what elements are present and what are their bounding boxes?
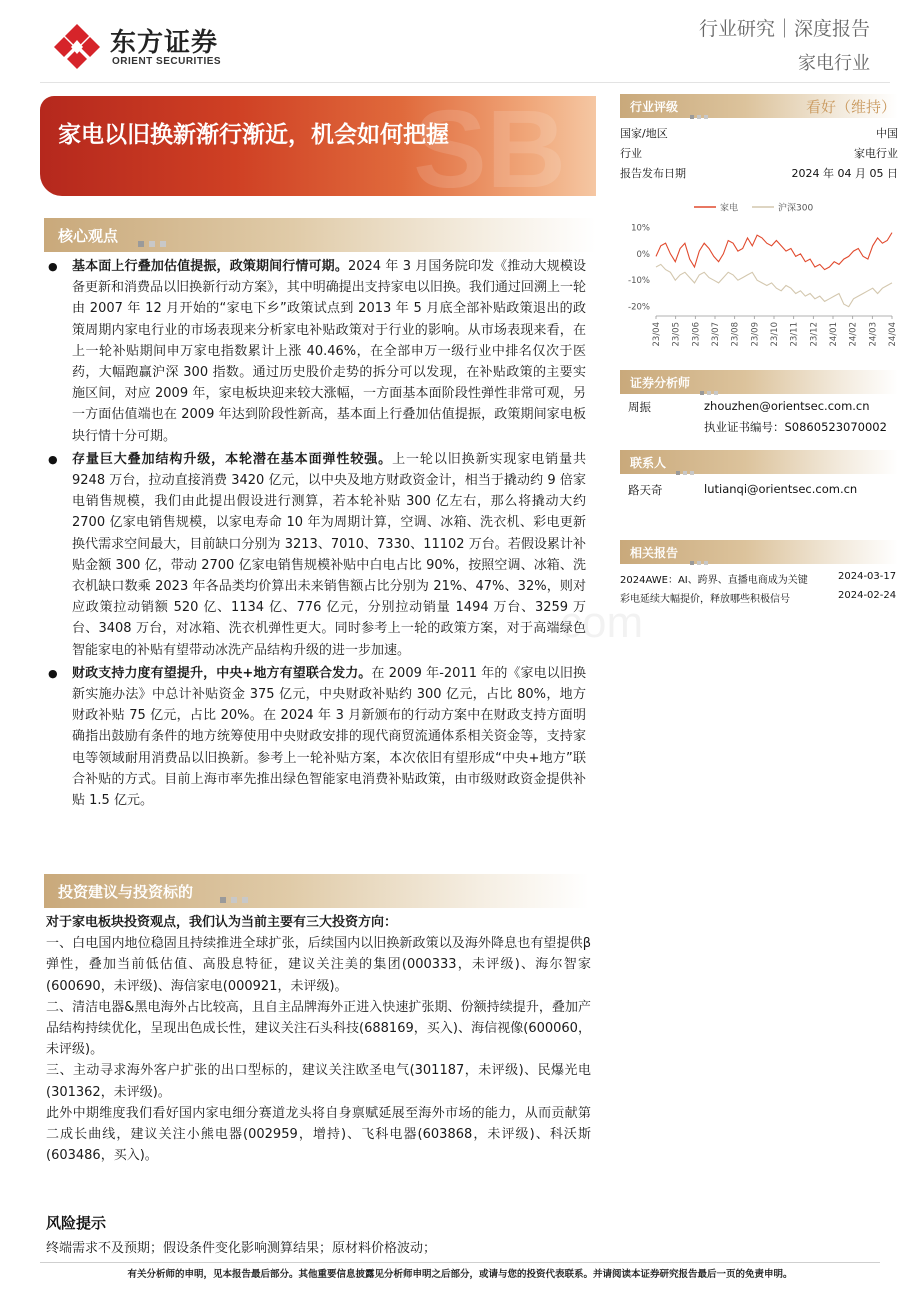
section-dots-icon	[676, 460, 704, 466]
x-tick-label: 23/04	[652, 322, 662, 347]
analyst-cert: 执业证书编号：S0860523070002	[704, 420, 887, 434]
x-tick-label: 23/06	[691, 322, 702, 347]
series-line	[656, 233, 892, 270]
core-point	[46, 256, 586, 447]
section-dots-icon	[690, 550, 718, 556]
rating-row-key: 行业	[620, 147, 642, 160]
x-tick-label: 24/03	[868, 322, 879, 347]
rating-value: 看好（维持）	[805, 98, 896, 116]
x-tick-label: 23/11	[789, 322, 800, 347]
related-report-date: 2024-02-24	[838, 590, 897, 601]
core-point-text: 2024 年 3 月国务院印发《推动大规模设备更新和消费品以旧换新行动方案》，其中明确提出支持家电以旧换。我们通过回溯上一轮由 2007 年 12 月开始的“家电下乡”政策试点到 2013 年 5 月底全部补贴政策退出的政策周期内家电行业的市场表现来分析家电补贴政策对于行业的影响。从市场表现来看，在上一轮补贴期间申万家电指数累计上涨 40.46%，在全部申万一级行业中排名仅次于医药，大幅跑赢沪深 300 指数。通过历史股价走势的拆分可以发现，在补贴政策的主要实施区间，对应 2009 年，家电板块迎来较大涨幅，一方面基本面阶段性弹性非常可观，另一方面估值端也在 2009 年达到阶段性新高，基本面上行叠加估值提振，政策期间家电板块行情十分可期。	[72, 259, 586, 444]
analyst-email[interactable]: zhouzhen@orientsec.com.cn	[704, 399, 870, 413]
x-tick-label: 24/01	[829, 322, 839, 347]
core-point-lead: 基本面上行叠加估值提振，政策期间行情可期。	[72, 259, 348, 274]
rating-row-key: 国家/地区	[620, 127, 668, 140]
x-tick-label: 23/05	[671, 322, 682, 347]
analyst-name: 周振	[628, 400, 651, 414]
logo-english-name: ORIENT SECURITIES	[112, 56, 222, 67]
analyst-label: 证券分析师	[630, 376, 691, 390]
title-banner	[40, 96, 596, 196]
x-tick-label: 24/04	[888, 322, 898, 347]
section-dots-icon	[138, 232, 172, 238]
x-tick-label: 23/10	[770, 322, 780, 347]
rating-row-value: 家电行业	[854, 147, 898, 160]
report-type: 行业研究｜深度报告	[698, 18, 870, 40]
core-point-lead: 存量巨大叠加结构升级，本轮潜在基本面弹性较强。	[72, 451, 393, 467]
related-report-title[interactable]: 彩电延续大幅提价，释放哪些积极信号	[620, 594, 790, 605]
core-point	[46, 663, 586, 811]
core-section-header	[44, 218, 596, 252]
advice-item: 此外中期维度我们看好国内家电细分赛道龙头将自身禀赋延展至海外市场的能力，从而贡献第二成长曲线，建议关注小熊电器(002959，增持)、飞科电器(603868，未评级)、科沃斯(603486，买入)。	[46, 1105, 591, 1164]
x-tick-label: 23/08	[730, 322, 741, 347]
risk-text: 终端需求不及预期；假设条件变化影响测算结果；原材料价格波动；	[46, 1241, 437, 1256]
core-points	[46, 256, 586, 813]
x-tick-label: 23/07	[711, 322, 721, 347]
contact-label: 联系人	[630, 456, 667, 470]
report-header-info	[699, 14, 870, 75]
related-label: 相关报告	[630, 546, 679, 560]
advice-item: 二、清洁电器&黑电海外占比较高，且自主品牌海外正进入快速扩张期、份额持续提升，叠加产品结构持续优化，呈现出色成长性，建议关注石头科技(688169，买入)、海信视像(600060，未评级)。	[46, 999, 591, 1058]
chart-x-axis	[652, 316, 898, 347]
report-title: 家电以旧换新渐行渐近，机会如何把握	[58, 122, 449, 148]
footer-divider	[40, 1262, 880, 1263]
chart-y-axis	[628, 223, 650, 312]
rating-row	[620, 125, 898, 141]
core-point-lead: 财政支持力度有望提升，中央+地方有望联合发力。	[72, 665, 372, 681]
section-dots-icon	[690, 104, 718, 110]
x-tick-label: 24/02	[848, 322, 859, 347]
x-tick-label: 23/09	[750, 322, 761, 347]
related-header	[620, 540, 898, 564]
y-tick-label: -10%	[628, 276, 650, 287]
advice-section-header	[44, 874, 589, 908]
core-point-text: 上一轮以旧换新实现家电销量共 9248 万台，拉动直接消费 3420 亿元，以中央及地方财政资金计，相当于撬动约 9 倍家电销售规模，我们由此提出假设进行测算，若本轮补贴 300 亿左右，那么将撬动大约 2700 亿家电销售规模，以家电寿命 10 年为周期计算，空调、冰箱、洗衣机、彩电更新换代需求空间最大，目前缺口分别为 3213、7010、7330、11102 万台。若假设累计补贴金额 300 亿，带动 2700 亿家电销售规模补贴中白电占比 90%，按照空调、冰箱、洗衣机缺口数乘 2023 年各品类均价算出未来销售额占比分别为 21%、47%、32%，则对应政策拉动销额 520 亿、1134 亿、776 亿元，分别拉动销量 1494 万台、3259 万台、3408 万台，对冰箱、洗衣机弹性更大。同时参考上一轮的政策方案，对于高端绿色智能家电的补贴有望带动冰洗产品结构升级的进一步加速。	[72, 451, 586, 658]
y-tick-label: 10%	[631, 223, 650, 234]
contact-email[interactable]: lutianqi@orientsec.com.cn	[704, 482, 858, 496]
advice-item: 三、主动寻求海外客户扩张的出口型标的，建议关注欧圣电气(301187，未评级)、民爆光电(301362，未评级)。	[46, 1063, 591, 1100]
index-performance-chart	[616, 196, 904, 356]
y-tick-label: 0%	[636, 249, 650, 260]
chart-legend	[694, 202, 813, 214]
series-line	[656, 264, 892, 306]
advice-lead: 对于家电板块投资观点，我们认为当前主要有三大投资方向：	[46, 915, 398, 930]
section-dots-icon	[220, 888, 254, 894]
section-dots-icon	[700, 380, 728, 386]
related-report-title[interactable]: 2024AWE：AI、跨界、直播电商成为关键	[620, 575, 808, 586]
rating-row-value: 中国	[876, 127, 898, 140]
core-point	[46, 449, 586, 661]
related-report-date: 2024-03-17	[838, 571, 897, 582]
x-tick-label: 23/12	[809, 322, 820, 347]
risk-title: 风险提示	[46, 1214, 107, 1232]
rating-row	[620, 165, 898, 181]
legend-label: 家电	[720, 203, 739, 214]
rating-label: 行业评级	[630, 100, 679, 114]
core-point-text: 在 2009 年-2011 年的《家电以旧换新实施办法》中总计补贴资金 375 亿元，中央财政补贴约 300 亿元，占比 80%，地方财政补贴 75 亿元，占比 20%。在 2024 年 3 月新颁布的行动方案中在财政支持方面明确指出鼓励有条件的地方统筹使用中央财政安排的现代商贸流通体系相关资金等，支持家电等领域耐用消费品以旧换新。参考上一轮补贴方案，本次依旧有望形成“中央+地方”联合补贴的方式。目前上海市率先推出绿色智能家电消费补贴政策，由市级财政资金提供补贴 1.5 亿元。	[72, 665, 586, 809]
rating-row	[620, 145, 898, 161]
analyst-header	[620, 370, 898, 394]
header-divider	[40, 82, 890, 83]
chart-series	[656, 233, 892, 307]
core-section-label: 核心观点	[58, 227, 119, 245]
banner-decoration: SB	[413, 96, 566, 196]
advice-section-label: 投资建议与投资标的	[58, 883, 194, 901]
logo-chinese-name: 东方证券	[110, 28, 219, 58]
rating-row-key: 报告发布日期	[620, 167, 686, 180]
legend-label: 沪深300	[778, 203, 814, 214]
footer-disclaimer: 有关分析师的申明，见本报告最后部分。其他重要信息披露见分析师申明之后部分，或请与您的投资代表联系。并请阅读本证券研究报告最后一页的免责申明。	[127, 1269, 793, 1280]
rating-row-value: 2024 年 04 月 05 日	[791, 167, 898, 180]
contact-name: 路天奇	[628, 483, 663, 497]
y-tick-label: -20%	[628, 302, 650, 313]
report-sector: 家电行业	[798, 53, 870, 74]
orient-logo-icon	[52, 22, 102, 72]
watermark: com	[560, 598, 644, 647]
company-logo	[52, 18, 252, 74]
advice-item: 一、白电国内地位稳固且持续推进全球扩张，后续国内以旧换新政策以及海外降息也有望提供β弹性，叠加当前低估值、高股息特征，建议关注美的集团(000333，未评级)、海尔智家(600690，未评级)、海信家电(000921，未评级)。	[46, 936, 591, 994]
contact-header	[620, 450, 898, 474]
advice-body	[46, 912, 591, 1166]
rating-header	[620, 94, 898, 118]
